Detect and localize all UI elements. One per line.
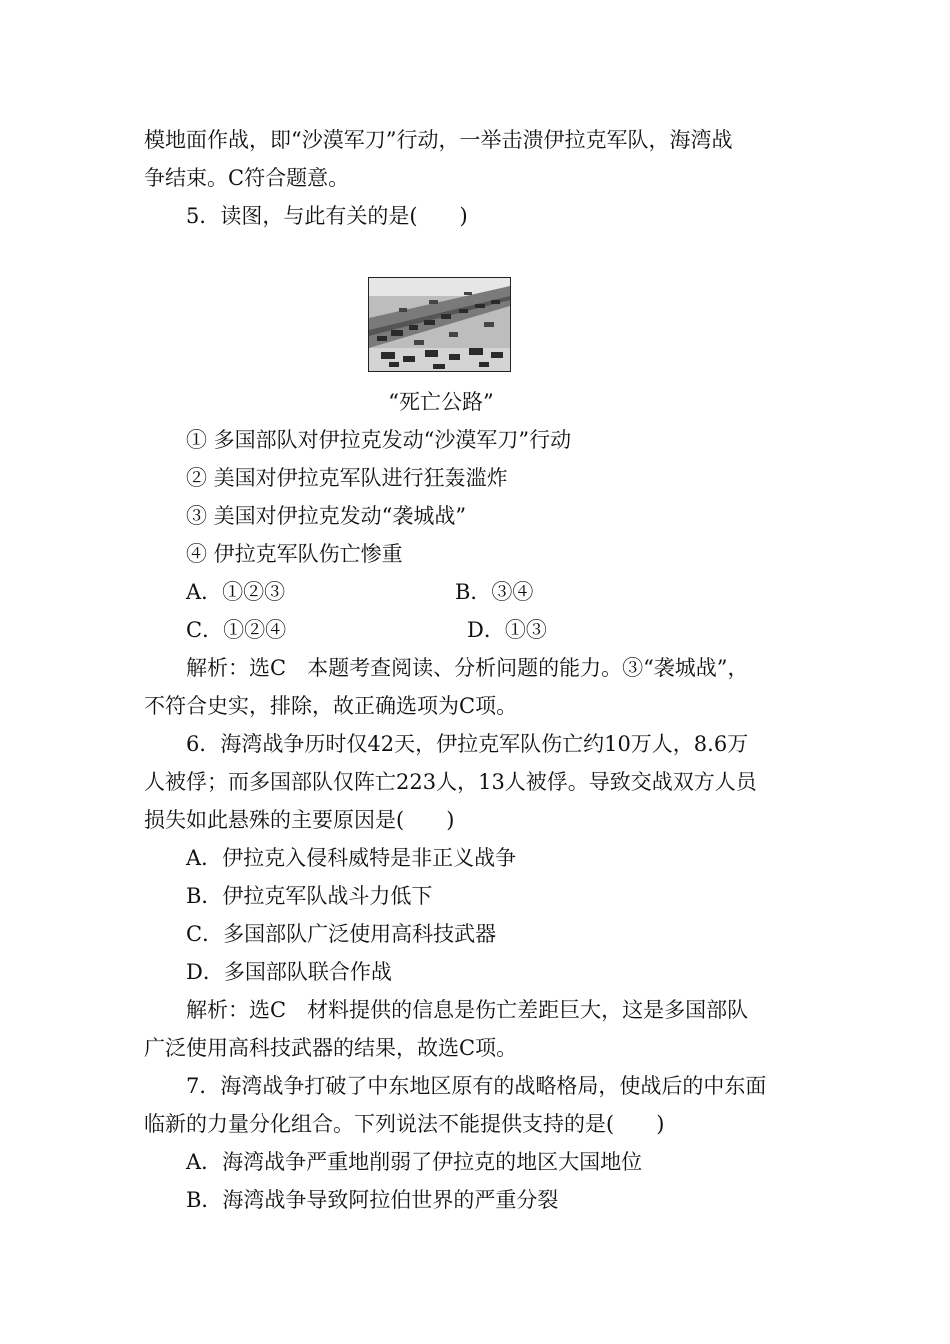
option-line: D．多国部队联合作战 xyxy=(186,960,392,984)
paragraph-line: 争结束。C符合题意。 xyxy=(144,166,350,190)
option-a: A．①②③ xyxy=(186,580,286,604)
statement-item: ② 美国对伊拉克军队进行狂轰滥炸 xyxy=(186,466,508,490)
option-line: B．伊拉克军队战斗力低下 xyxy=(186,884,433,908)
option-c: C．①②④ xyxy=(186,618,287,642)
question-5-stem: 5．读图，与此有关的是( ) xyxy=(186,204,468,228)
analysis-line: 解析：选C 本题考查阅读、分析问题的能力。③“袭城战”， xyxy=(186,656,749,680)
paragraph-line: 模地面作战，即“沙漠军刀”行动，一举击溃伊拉克军队，海湾战 xyxy=(144,128,733,152)
analysis-line: 广泛使用高科技武器的结果，故选C项。 xyxy=(144,1036,518,1060)
question-7-stem: 临新的力量分化组合。下列说法不能提供支持的是( ) xyxy=(144,1112,665,1136)
question-7-stem: 7．海湾战争打破了中东地区原有的战略格局，使战后的中东面 xyxy=(186,1074,767,1098)
statement-item: ③ 美国对伊拉克发动“袭城战” xyxy=(186,504,467,528)
figure-caption: “死亡公路” xyxy=(388,390,494,414)
option-line: B．海湾战争导致阿拉伯世界的严重分裂 xyxy=(186,1188,559,1212)
option-line: A．海湾战争严重地削弱了伊拉克的地区大国地位 xyxy=(186,1150,643,1174)
option-d: D．①③ xyxy=(467,618,547,642)
analysis-line: 解析：选C 材料提供的信息是伤亡差距巨大，这是多国部队 xyxy=(186,998,749,1022)
question-6-stem: 损失如此悬殊的主要原因是( ) xyxy=(144,808,455,832)
option-line: A．伊拉克入侵科威特是非正义战争 xyxy=(186,846,517,870)
death-highway-photo xyxy=(368,277,511,372)
statement-item: ④ 伊拉克军队伤亡惨重 xyxy=(186,542,403,566)
option-b: B．③④ xyxy=(455,580,534,604)
question-6-stem: 人被俘；而多国部队仅阵亡223人，13人被俘。导致交战双方人员 xyxy=(144,770,757,794)
analysis-line: 不符合史实，排除，故正确选项为C项。 xyxy=(144,694,518,718)
question-6-stem: 6．海湾战争历时仅42天，伊拉克军队伤亡约10万人，8.6万 xyxy=(186,732,749,756)
option-line: C．多国部队广泛使用高科技武器 xyxy=(186,922,497,946)
statement-item: ① 多国部队对伊拉克发动“沙漠军刀”行动 xyxy=(186,428,572,452)
